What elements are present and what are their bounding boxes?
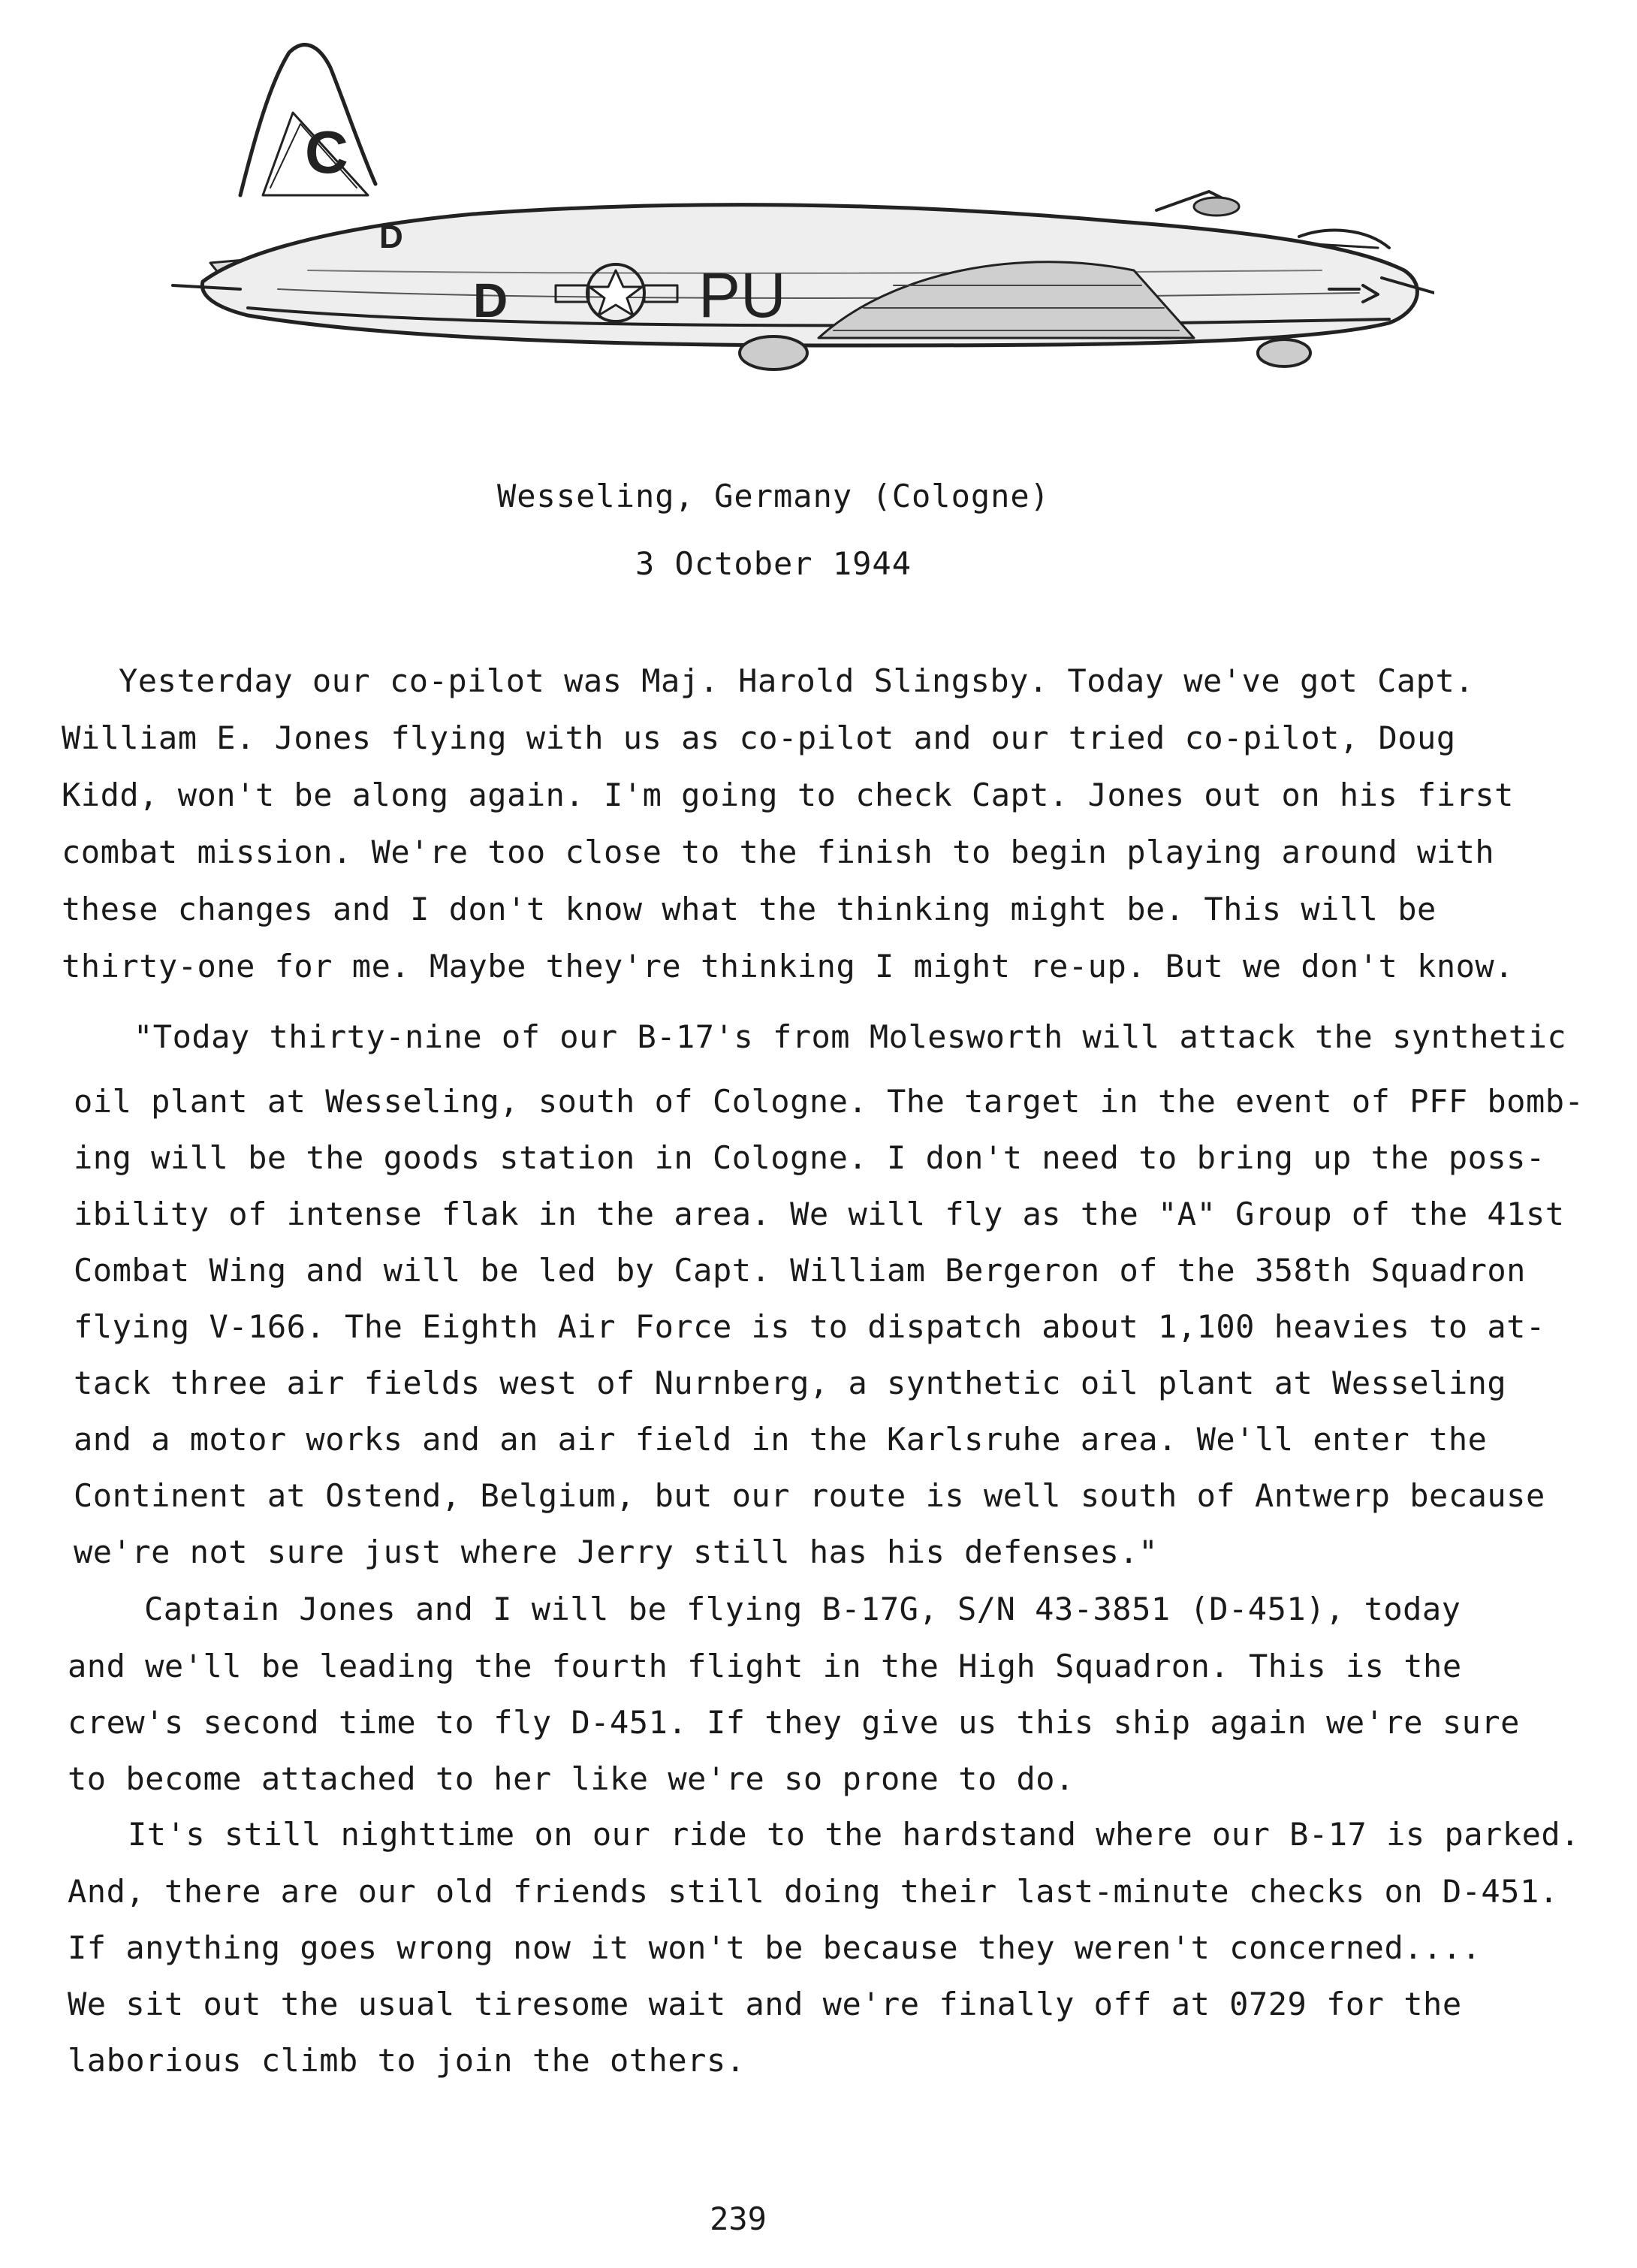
fin-letter: D: [379, 219, 403, 255]
text-line: We sit out the usual tiresome wait and we're finally off at 0729 for the: [68, 1986, 1462, 2022]
text-line: thirty-one for me. Maybe they're thinking I might re-up. But we don't know.: [62, 948, 1514, 985]
text-line: combat mission. We're too close to the finish to begin playing around with: [62, 834, 1495, 870]
page-number: 239: [710, 2200, 767, 2237]
text-line: and we'll be leading the fourth flight in the High Squadron. This is the: [68, 1648, 1462, 1684]
text-line: to become attached to her like we're so prone to do.: [68, 1760, 1075, 1797]
location-heading: Wesseling, Germany (Cologne): [496, 478, 1050, 514]
text-line: Combat Wing and will be led by Capt. William Bergeron of the 358th Squadron: [74, 1252, 1526, 1289]
text-line: And, there are our old friends still doing their last-minute checks on D-451.: [68, 1873, 1559, 1910]
text-line: tack three air fields west of Nurnberg, a synthetic oil plant at Wesseling: [74, 1365, 1507, 1401]
text-line: ing will be the goods station in Cologne. I don't need to bring up the poss-: [74, 1139, 1545, 1176]
text-line: ibility of intense flak in the area. We will fly as the "A" Group of the 41st: [74, 1196, 1565, 1232]
text-line: crew's second time to fly D-451. If they give us this ship again we're sure: [68, 1704, 1520, 1741]
text-line: laborious climb to join the others.: [68, 2042, 746, 2079]
fuselage-letter: D: [473, 273, 508, 327]
text-line: Continent at Ostend, Belgium, but our route is well south of Antwerp because: [74, 1477, 1545, 1514]
b17-bomber-illustration: [158, 23, 1434, 383]
text-line: Yesterday our co-pilot was Maj. Harold Slingsby. Today we've got Capt.: [119, 662, 1475, 699]
text-line: "Today thirty-nine of our B-17's from Molesworth will attack the synthetic: [134, 1018, 1567, 1055]
text-line: these changes and I don't know what the thinking might be. This will be: [62, 891, 1437, 927]
text-line: Kidd, won't be along again. I'm going to check Capt. Jones out on his first: [62, 777, 1514, 813]
tail-letter: C: [305, 119, 348, 185]
text-line: William E. Jones flying with us as co-pilot and our tried co-pilot, Doug: [62, 719, 1456, 756]
text-line: flying V-166. The Eighth Air Force is to dispatch about 1,100 heavies to at-: [74, 1308, 1545, 1345]
text-line: It's still nighttime on our ride to the hardstand where our B-17 is parked.: [128, 1816, 1580, 1853]
text-line: Captain Jones and I will be flying B-17G, S/N 43-3851 (D-451), today: [144, 1591, 1461, 1627]
text-line: we're not sure just where Jerry still has his defenses.": [74, 1534, 1159, 1570]
text-line: If anything goes wrong now it won't be because they weren't concerned....: [68, 1929, 1482, 1966]
text-line: oil plant at Wesseling, south of Cologne. The target in the event of PFF bomb-: [74, 1083, 1584, 1120]
date-heading: 3 October 1944: [635, 545, 912, 582]
text-line: and a motor works and an air field in the Karlsruhe area. We'll enter the: [74, 1421, 1488, 1458]
fuselage-code: PU: [698, 260, 786, 330]
